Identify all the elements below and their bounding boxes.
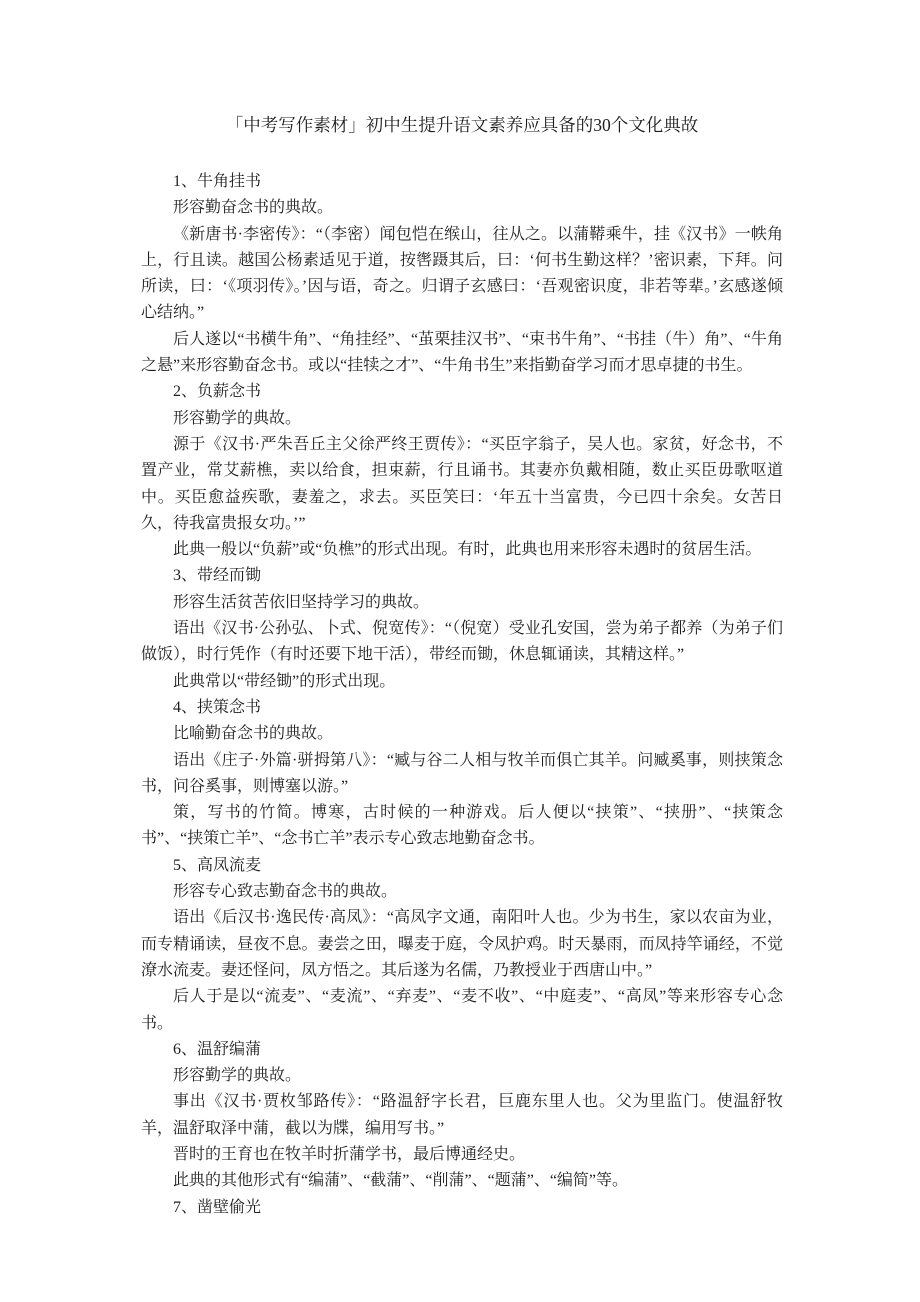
section-heading: 7、凿壁偷光: [173, 1198, 262, 1216]
document-title: 「中考写作素材」初中生提升语文素养应具备的30个文化典故: [225, 115, 699, 135]
paragraph: 策，写书的竹简。博寒，古时候的一种游戏。后人便以“挟策”、“挟册”、“挟策念书”、“挟策亡羊”、“念书亡羊”表示专心致志地勤奋念书。: [141, 804, 783, 848]
paragraph: 后人遂以“书横牛角”、“角挂经”、“茧栗挂汉书”、“束书牛角”、“书挂（牛）角”、“牛角之悬”来形容勤奋念书。或以“挂犊之才”、“牛角书生”来指勤奋学习而才思卓捷的书生。: [141, 330, 783, 375]
section-xiece-nianshu: [141, 695, 783, 853]
paragraph: 形容勤学的典故。: [173, 1067, 302, 1085]
section-heading: 4、挟策念书: [173, 698, 262, 716]
paragraph: 形容勤学的典故。: [173, 409, 302, 427]
paragraph: 形容勤奋念书的典故。: [173, 199, 334, 217]
paragraph: 语出《汉书·公孙弘、卜式、倪宽传》：“（倪宽）受业孔安国，尝为弟子都养（为弟子们做饭），时行凭作（有时还要下地干活），带经而锄，休息辄诵读，其精这样。”: [141, 620, 783, 664]
paragraph: 此典常以“带经锄”的形式出现。: [173, 672, 396, 690]
paragraph: 语出《庄子·外篇·骈拇第八》：“臧与谷二人相与牧羊而俱亡其羊。问臧奚事，则挟策念书，问谷奚事，则博塞以游。”: [141, 751, 783, 795]
section-zaobi-touguang: [141, 1195, 783, 1221]
paragraph: 形容生活贫苦依旧坚持学习的典故。: [173, 593, 430, 611]
document-content: [141, 112, 783, 1221]
section-heading: 3、带经而锄: [173, 567, 262, 585]
section-heading: 6、温舒编蒲: [173, 1040, 262, 1058]
paragraph: 晋时的王育也在牧羊时折蒲学书，最后博通经史。: [173, 1145, 526, 1163]
paragraph: 此典的其他形式有“编蒲”、“截蒲”、“削蒲”、“题蒲”、“编简”等。: [173, 1172, 629, 1190]
paragraph: 比喻勤奋念书的典故。: [173, 725, 334, 743]
paragraph: 事出《汉书·贾枚邹路传》：“路温舒字长君，巨鹿东里人也。父为里监门。使温舒牧羊，温舒取泽中蒲，截以为牒，编用写书。”: [141, 1093, 783, 1137]
section-niujiao-guashu: [141, 169, 783, 379]
paragraph: 源于《汉书·严朱吾丘主父徐严终王贾传》：“买臣字翁子，吴人也。家贫，好念书，不置产业，常艾薪樵，卖以给食，担束薪，行且诵书。其妻亦负戴相随，数止买臣毋歌呕道中。买臣愈益疾歌，妻羞之，求去。买臣笑曰：‘年五十当富贵，今已四十余矣。女苦日久，待我富贵报女功。’”: [141, 435, 783, 532]
section-daijing-erchu: [141, 563, 783, 694]
paragraph: 形容专心致志勤奋念书的典故。: [173, 883, 398, 901]
section-fuxin-nianshu: [141, 379, 783, 563]
section-heading: 2、负薪念书: [173, 383, 262, 401]
section-wenshu-bianpu: [141, 1037, 783, 1195]
paragraph: 后人于是以“流麦”、“麦流”、“弃麦”、“麦不收”、“中庭麦”、“高凤”等来形容专心念书。: [141, 988, 783, 1032]
paragraph: 语出《后汉书·逸民传·高凤》：“高凤字文通，南阳叶人也。少为书生，家以农亩为业，而专精诵读，昼夜不息。妻尝之田，曝麦于庭，令凤护鸡。时天暴雨，而凤持竿诵经，不觉潦水流麦。妻还怪问，凤方悟之。其后遂为名儒，乃教授业于西唐山中。”: [141, 909, 783, 979]
paragraph: 此典一般以“负薪”或“负樵”的形式出现。有时，此典也用来形容未遇时的贫居生活。: [173, 541, 762, 559]
section-heading: 1、牛角挂书: [173, 173, 262, 190]
section-gaofeng-liumai: [141, 853, 783, 1037]
paragraph: 《新唐书·李密传》：“（李密）闻包恺在缑山，往从之。以蒲鞯乘牛，挂《汉书》一帙角上，行且读。越国公杨素适见于道，按辔蹑其后，曰：‘何书生勤这样？’密识素，下拜。问所读，曰：‘《项羽传》。’因与语，奇之。归谓子玄感曰：‘吾观密识度，非若等辈。’玄感遂倾心结纳。”: [141, 225, 783, 322]
section-heading: 5、高凤流麦: [173, 856, 262, 874]
